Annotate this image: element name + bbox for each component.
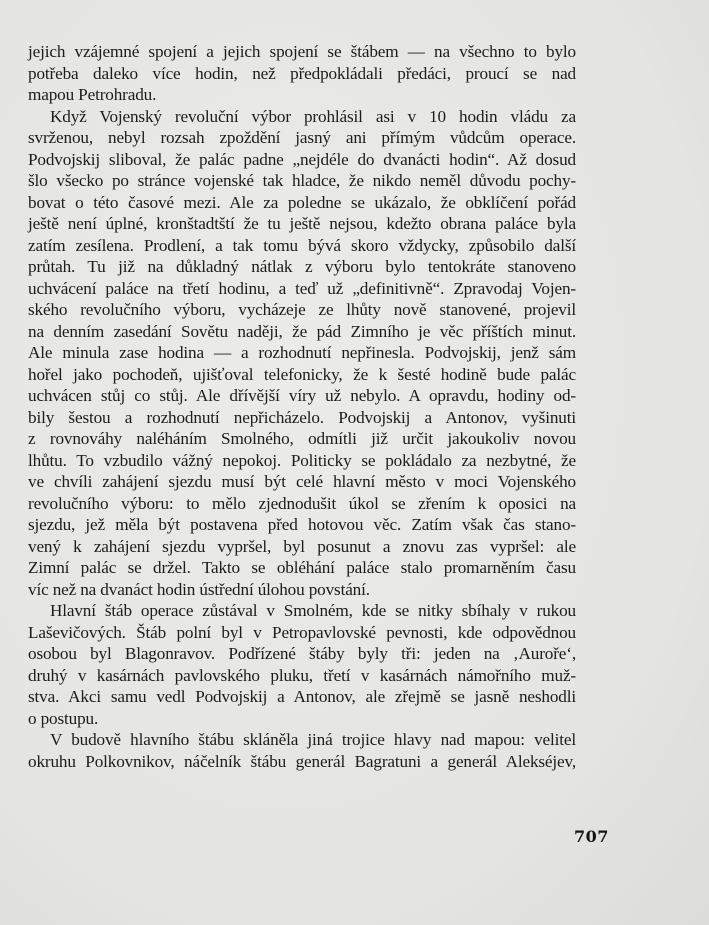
text-line: Zimní palác se držel. Takto se obléhání paláce stalo promarněním času bbox=[28, 558, 576, 577]
text-line: bovat o této časové mezi. Ale za poledne se ukázalo, že obklíčení pořád bbox=[28, 192, 576, 212]
text-line: revolučního výboru: to mělo zjednodušit úkol se zřením k oposici na bbox=[28, 493, 576, 513]
text-line: sjezdu, jež měla být postavena před hotovou věc. Zatím však čas stano- bbox=[28, 515, 576, 534]
text-line: ještě není úplné, kronštadtští že tu ještě nejsou, kdežto obrana paláce byla bbox=[28, 214, 576, 233]
text-line: okruhu Polkovnikov, náčelník štábu generál Bagratuni a generál Alekséjev, bbox=[28, 751, 576, 771]
text-line: Když Vojenský revoluční výbor prohlásil asi v 10 hodin vládu za bbox=[50, 106, 576, 126]
text-line: vený k zahájení sjezdu vypršel, byl posunut a znovu zas vypršel: ale bbox=[28, 536, 576, 556]
text-line: Hlavní štáb operace zůstával v Smolném, kde se nitky sbíhaly v rukou bbox=[50, 601, 576, 620]
text-line: jejich vzájemné spojení a jejich spojení se štábem — na všechno to bylo bbox=[28, 42, 576, 61]
text-line: stva. Akci samu vedl Podvojskij a Antonov, ale zřejmě se jasně neshodli bbox=[28, 687, 576, 706]
text-line: průtah. Tu již na důkladný nátlak z výboru bylo tentokráte stanoveno bbox=[28, 257, 576, 276]
text-line: ve chvíli zahájení sjezdu musí být celé hlavní město v moci Vojenského bbox=[28, 472, 576, 491]
text-line: druhý v kasárnách pavlovského pluku, třetí v kasárnách námořního muž- bbox=[28, 665, 576, 685]
text-line: osobou byl Blagonravov. Podřízené štáby byly tři: jeden na ‚Auroře‘, bbox=[28, 644, 576, 663]
text-line: potřeba daleko více hodin, než předpokládali předáci, proucí se nad bbox=[28, 63, 576, 83]
text-line: zatím zesílena. Prodlení, a tak tomu bývá skoro vždycky, způsobilo další bbox=[28, 235, 576, 255]
text-line: na denním zasedání Sovětu naději, že pád Zimního je věc příštích minut. bbox=[28, 321, 576, 341]
text-line: Ale minula zase hodina — a rozhodnutí nepřinesla. Podvojskij, jenž sám bbox=[28, 343, 576, 362]
page-number: 707 bbox=[574, 827, 609, 846]
text-line: šlo všecko po stránce vojenské tak hladce, že nikdo neměl důvodu pochy- bbox=[28, 171, 576, 190]
text-line: Podvojskij sliboval, že palác padne „nejdéle do dvanácti hodin“. Až dosud bbox=[28, 149, 576, 169]
text-line: z rovnováhy naléháním Smolného, odmítli již určit jakoukoliv novou bbox=[28, 429, 576, 448]
text-line: uchvácen stůj co stůj. Ale dřívější víry už nebylo. A opravdu, hodiny od- bbox=[28, 386, 576, 405]
text-line: o postupu. bbox=[28, 708, 99, 728]
text-line: uchvácení paláce na třetí hodinu, a teď už „definitivně“. Zpravodaj Vojen- bbox=[28, 278, 576, 298]
text-line: víc než na dvanáct hodin ústřední úlohou povstání. bbox=[28, 579, 370, 599]
text-line: lhůtu. To vzbudilo vážný nepokoj. Politicky se pokládalo za nezbytné, že bbox=[28, 450, 576, 470]
text-line: ského revolučního výboru, vycházeje ze lhůty nově stanovené, projevil bbox=[28, 300, 576, 319]
body-text bbox=[28, 41, 576, 772]
text-line: mapou Petrohradu. bbox=[28, 85, 157, 104]
text-line: svrženou, nebyl rozsah zpoždění jasný ani přímým vůdcům operace. bbox=[28, 128, 576, 147]
text-line: hořel jako pochodeň, ujišťoval telefonicky, že k šesté hodině bude palác bbox=[28, 364, 576, 384]
text-line: Laševičových. Štáb polní byl v Petropavlovské pevnosti, kde odpovědnou bbox=[28, 622, 576, 642]
text-line: bily šestou a rozhodnutí nepřicházelo. Podvojskij a Antonov, vyšinuti bbox=[28, 407, 576, 427]
text-line: V budově hlavního štábu skláněla jiná trojice hlavy nad mapou: velitel bbox=[50, 730, 576, 749]
